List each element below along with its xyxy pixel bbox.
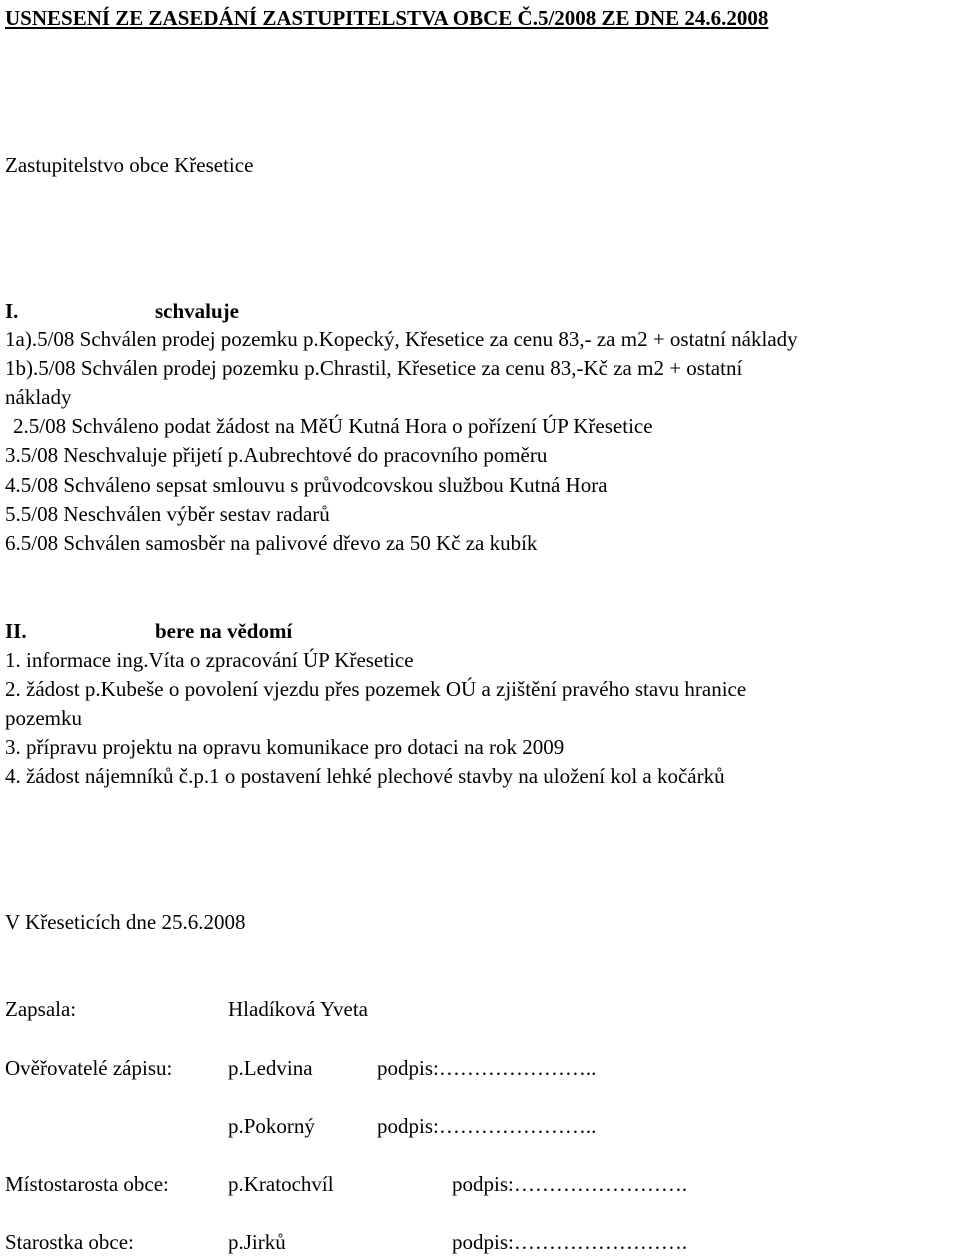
list-item: 1a).5/08 Schválen prodej pozemku p.Kopecký, Křesetice za cenu 83,- za m2 + ostatní náklady xyxy=(5,327,798,351)
list-item: pozemku xyxy=(5,706,82,730)
section-1-numeral: I. xyxy=(5,299,19,323)
document-title: USNESENÍ ZE ZASEDÁNÍ ZASTUPITELSTVA OBCE Č.5/2008 ZE DNE 24.6.2008 xyxy=(5,6,769,30)
list-item: 4. žádost nájemníků č.p.1 o postavení lehké plechové stavby na uložení kol a kočárků xyxy=(5,764,725,788)
list-item: 3. přípravu projektu na opravu komunikace pro dotaci na rok 2009 xyxy=(5,735,565,759)
verifier-1-name: p.Ledvina xyxy=(228,1056,313,1080)
list-item: 1. informace ing.Víta o zpracování ÚP Křesetice xyxy=(5,648,414,672)
deputy-mayor-label: Místostarosta obce: xyxy=(5,1172,169,1196)
list-item: 1b).5/08 Schválen prodej pozemku p.Chrastil, Křesetice za cenu 83,-Kč za m2 + ostatní xyxy=(5,356,743,380)
mayor-name: p.Jirků xyxy=(228,1230,286,1254)
list-item: 5.5/08 Neschválen výběr sestav radarů xyxy=(5,502,330,526)
section-2-heading xyxy=(5,618,293,644)
verifier-2-signature-line: podpis:………………….. xyxy=(377,1114,597,1138)
list-item: 2.5/08 Schváleno podat žádost na MěÚ Kutná Hora o pořízení ÚP Křesetice xyxy=(13,414,653,438)
deputy-mayor-name: p.Kratochvíl xyxy=(228,1172,334,1196)
recorded-by-label: Zapsala: xyxy=(5,997,77,1021)
mayor-signature-line: podpis:……………………. xyxy=(452,1230,688,1254)
list-item: 2. žádost p.Kubeše o povolení vjezdu přes pozemek OÚ a zjištění pravého stavu hranice xyxy=(5,677,747,701)
mayor-label: Starostka obce: xyxy=(5,1230,134,1254)
recorded-by-name: Hladíková Yveta xyxy=(228,997,368,1021)
verifier-2-name: p.Pokorný xyxy=(228,1114,315,1138)
verifier-1-signature-line: podpis:………………….. xyxy=(377,1056,597,1080)
verifiers-label: Ověřovatelé zápisu: xyxy=(5,1056,173,1080)
list-item: 4.5/08 Schváleno sepsat smlouvu s průvodcovskou službou Kutná Hora xyxy=(5,473,608,497)
deputy-mayor-signature-line: podpis:……………………. xyxy=(452,1172,688,1196)
place-date: V Křeseticích dne 25.6.2008 xyxy=(5,910,246,934)
section-1-heading xyxy=(5,298,239,324)
section-2-title: bere na vědomí xyxy=(155,619,293,643)
council-name: Zastupitelstvo obce Křesetice xyxy=(5,153,254,177)
section-1-title: schvaluje xyxy=(155,299,239,323)
section-2-numeral: II. xyxy=(5,619,27,643)
list-item: 6.5/08 Schválen samosběr na palivové dřevo za 50 Kč za kubík xyxy=(5,531,538,555)
list-item: náklady xyxy=(5,385,72,409)
list-item: 3.5/08 Neschvaluje přijetí p.Aubrechtové do pracovního poměru xyxy=(5,443,548,467)
